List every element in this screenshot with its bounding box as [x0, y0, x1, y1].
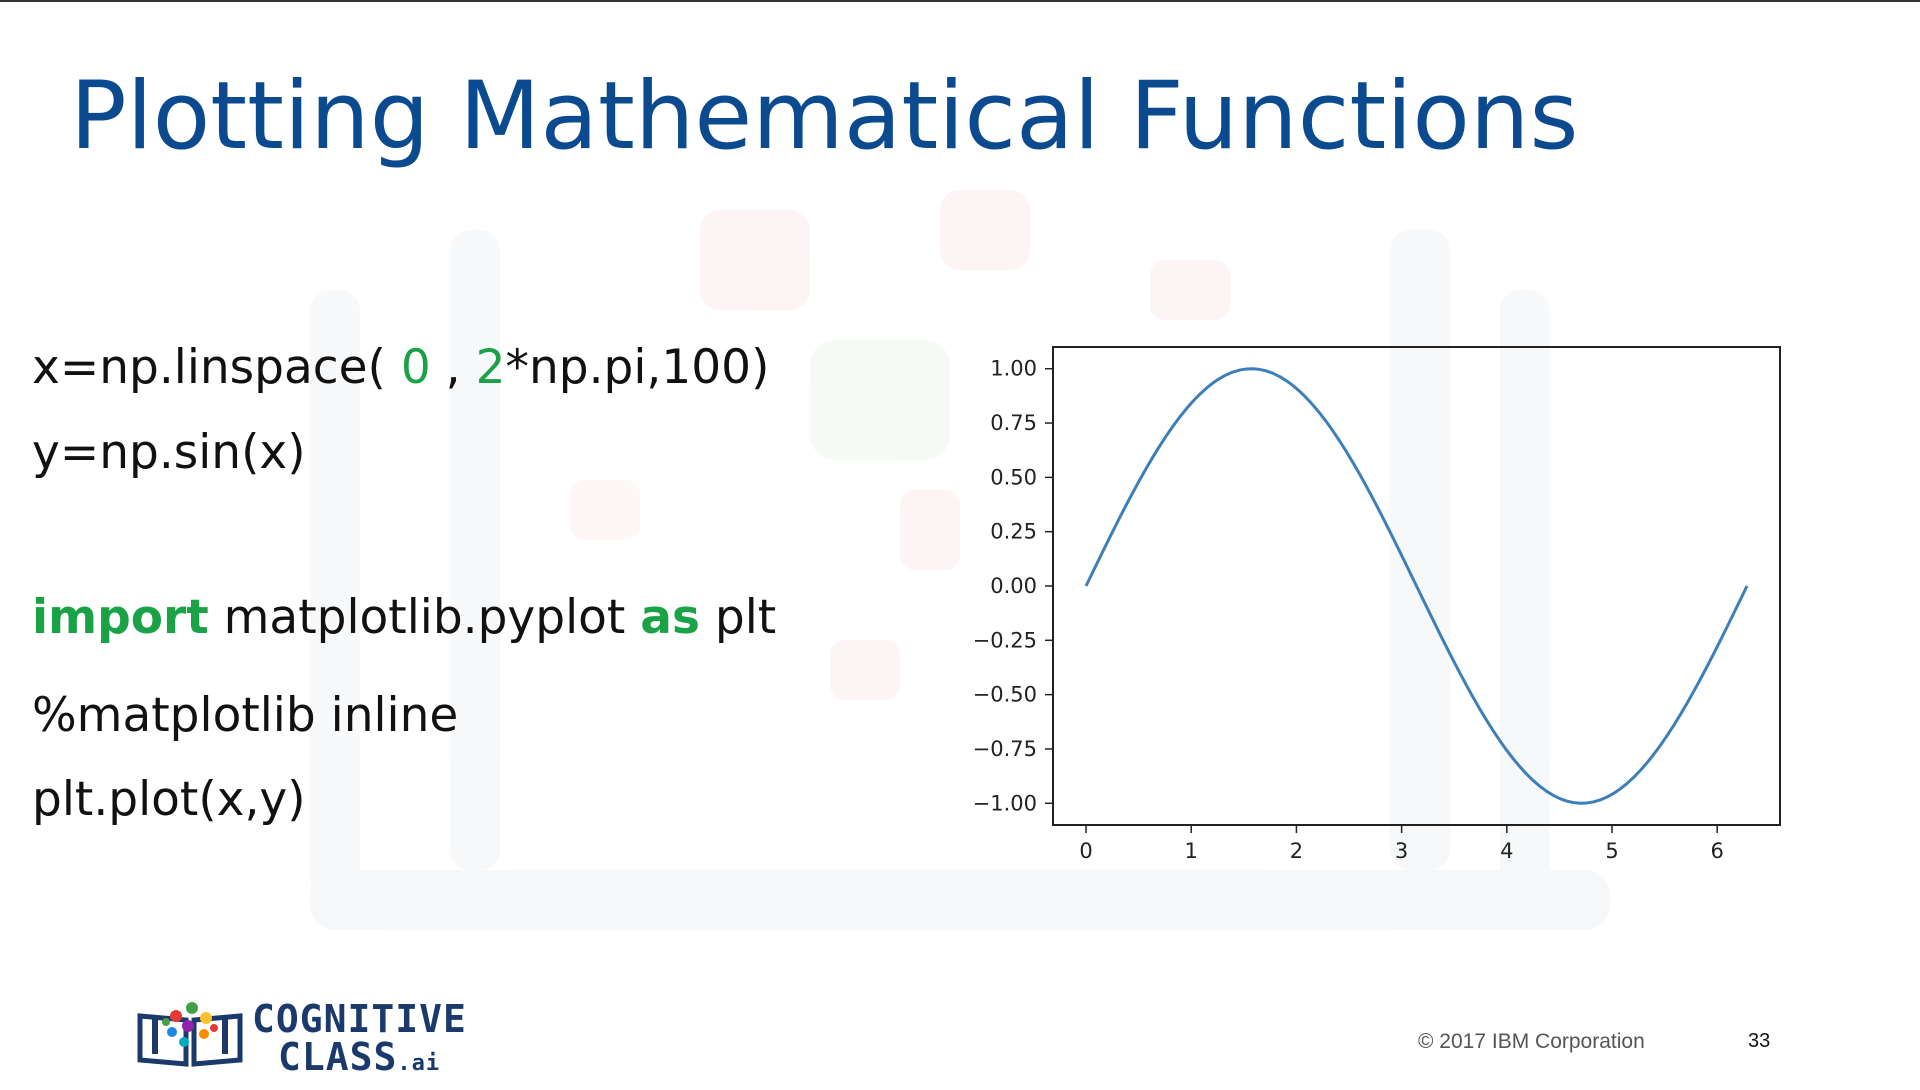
copyright-text: © 2017 IBM Corporation — [1418, 1030, 1645, 1053]
logo-line-class — [252, 1035, 467, 1083]
logo-class-text: CLASS — [278, 1035, 398, 1079]
logo-line-cognitive: COGNITIVE — [252, 997, 467, 1041]
code-line-sin: y=np.sin(x) — [32, 425, 306, 480]
y-tick-label: −0.50 — [972, 682, 1037, 707]
y-tick-label: 0.00 — [990, 574, 1037, 598]
y-tick-label: 0.50 — [990, 465, 1037, 490]
code-keyword-import: import — [32, 590, 209, 645]
logo-ai-suffix: .ai — [397, 1051, 441, 1076]
x-tick-label: 4 — [1500, 839, 1514, 863]
series-line-sin — [1086, 369, 1747, 804]
y-tick-label: 1.00 — [990, 356, 1037, 381]
y-tick-label: −0.75 — [972, 736, 1037, 761]
code-text: x=np.linspace( — [32, 340, 401, 395]
code-keyword-as: as — [640, 590, 700, 645]
cognitive-class-logo-icon — [136, 998, 246, 1068]
y-tick-label: −1.00 — [972, 791, 1037, 816]
code-text: , — [430, 340, 476, 395]
page-number: 33 — [1748, 1030, 1771, 1052]
x-axis — [1079, 825, 1724, 863]
y-tick-label: 0.25 — [990, 519, 1037, 544]
x-tick-label: 1 — [1184, 839, 1198, 863]
code-line-inline: %matplotlib inline — [32, 688, 459, 743]
x-tick-label: 6 — [1710, 839, 1724, 863]
y-tick-label: −0.25 — [972, 628, 1037, 653]
code-text: matplotlib.pyplot — [208, 590, 641, 645]
y-tick-label: 0.75 — [990, 411, 1037, 436]
slide-title: Plotting Mathematical Functions — [70, 62, 1579, 171]
x-tick-label: 3 — [1394, 839, 1409, 863]
x-tick-label: 5 — [1605, 839, 1619, 863]
x-tick-label: 0 — [1079, 839, 1093, 863]
logo-wordmark — [252, 997, 467, 1083]
code-text: *np.pi,100) — [505, 340, 770, 395]
code-number: 0 — [400, 340, 431, 395]
code-text: plt — [699, 590, 777, 645]
x-tick-label: 2 — [1289, 839, 1304, 863]
y-axis — [973, 357, 1053, 816]
code-line-plot: plt.plot(x,y) — [32, 772, 306, 827]
code-number: 2 — [475, 340, 506, 395]
